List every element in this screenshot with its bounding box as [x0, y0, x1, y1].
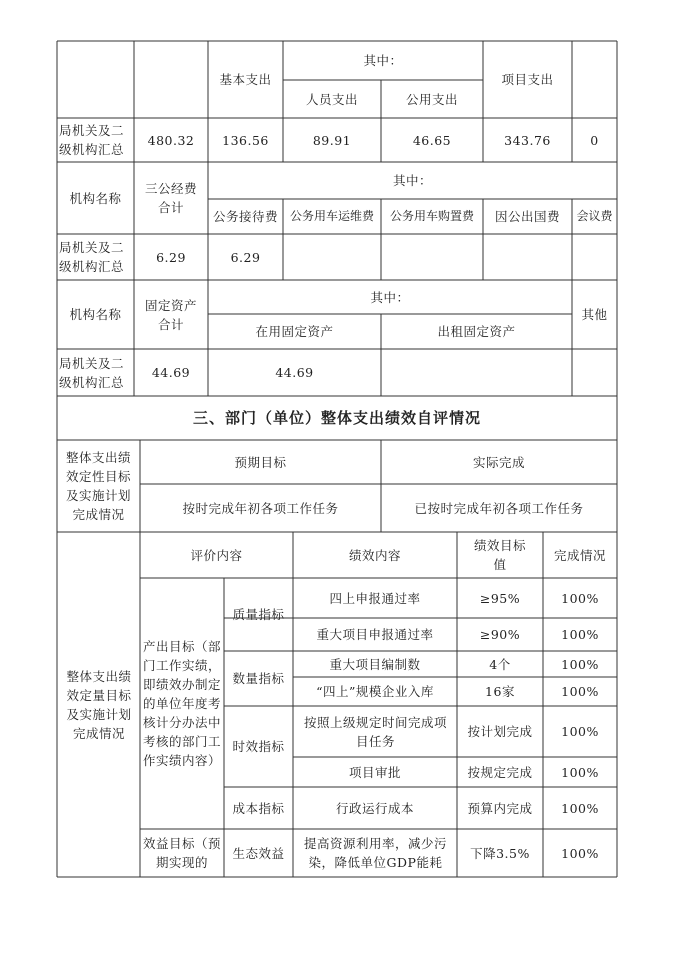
metric-status: 100% [561, 764, 599, 780]
assets-row-in-use: 44.69 [275, 365, 314, 380]
metric-content: 项目审批 [348, 764, 401, 780]
metric-target: 按计划完成 [467, 724, 533, 739]
indicator-timeliness: 时效指标 [232, 739, 285, 754]
expense-row-total: 480.32 [147, 132, 195, 148]
header-basic-expense: 基本支出 [219, 72, 272, 87]
metric-target: ≥90% [479, 627, 521, 642]
header-vehicle-maintenance: 公务用车运维费 [289, 209, 374, 223]
expense-row-basic: 136.56 [222, 132, 269, 148]
header-of-which: 其中： [363, 53, 403, 68]
expense-row-personnel: 89.91 [312, 132, 352, 148]
indicator-quantity: 数量指标 [232, 671, 285, 686]
qualitative-label: 整体支出绩效定性目标及实施计划完成情况 [65, 450, 131, 522]
metric-target: ≥95% [479, 590, 521, 606]
metric-content: 提高资源利用率，减少污染，降低单位GDP能耗 [303, 836, 447, 870]
header-target-value: 绩效目标值 [473, 538, 526, 572]
metric-status: 100% [561, 724, 599, 739]
header-vehicle-purchase: 公务用车购置费 [389, 209, 474, 223]
header-completion-status: 完成情况 [553, 547, 606, 563]
metric-status: 100% [561, 656, 599, 672]
metric-target: 4个 [489, 656, 511, 672]
expense-row-org: 局机关及二级机构汇总 [59, 123, 125, 157]
header-public-expense: 公用支出 [405, 91, 458, 107]
metric-status: 100% [561, 627, 599, 642]
output-goal-label: 产出目标（部门工作实绩，即绩效办制定的单位年度考核计分办法中考核的部门工作实绩内容） [143, 639, 222, 768]
metric-content: 重大项目申报通过率 [316, 627, 434, 642]
assets-of-which: 其中： [370, 289, 410, 305]
three-public-row-org: 局机关及二级机构汇总 [59, 240, 125, 274]
metric-status: 100% [561, 845, 599, 861]
three-public-of-which: 其中： [392, 173, 432, 188]
indicator-quality: 质量指标 [232, 607, 285, 622]
assets-total-header: 固定资产合计 [144, 297, 197, 332]
header-personnel-expense: 人员支出 [305, 91, 358, 107]
metric-status: 100% [561, 590, 599, 606]
indicator-cost: 成本指标 [232, 800, 285, 816]
quantitative-label: 整体支出绩效定量目标及实施计划完成情况 [66, 668, 132, 741]
section-title: 三、部门（单位）整体支出绩效自评情况 [192, 408, 481, 427]
metric-status: 100% [561, 800, 599, 816]
header-project-expense: 项目支出 [501, 72, 554, 87]
expected-goal-text: 按时完成年初各项工作任务 [182, 500, 339, 516]
header-perf-content: 绩效内容 [348, 547, 401, 563]
three-public-row-reception: 6.29 [230, 249, 261, 265]
actual-completion-text: 已按时完成年初各项工作任务 [414, 500, 584, 516]
metric-content: 行政运行成本 [335, 800, 414, 816]
header-reception: 公务接待费 [212, 209, 278, 224]
expense-row-public: 46.65 [412, 132, 452, 148]
metric-content: 四上申报通过率 [329, 590, 421, 606]
header-abroad: 因公出国费 [494, 209, 560, 224]
assets-row-total: 44.69 [151, 365, 191, 380]
metric-content: “四上”规模企业入库 [316, 684, 434, 699]
benefit-goal-label: 效益目标（预期实现的 [143, 836, 222, 870]
three-public-org-name-header: 机构名称 [69, 190, 122, 206]
metric-content: 按照上级规定时间完成项目任务 [303, 714, 447, 749]
three-public-row-total: 6.29 [156, 249, 186, 265]
metric-target: 下降3.5% [470, 845, 530, 861]
metric-content: 重大项目编制数 [329, 656, 421, 672]
metric-status: 100% [561, 684, 599, 699]
assets-org-name-header: 机构名称 [69, 307, 122, 322]
expense-row-project: 343.76 [504, 132, 551, 148]
expense-row-other: 0 [590, 132, 599, 148]
header-other-assets: 其他 [581, 307, 608, 322]
header-eval-content: 评价内容 [190, 547, 243, 563]
metric-target: 按规定完成 [467, 764, 533, 780]
indicator-eco-benefit: 生态效益 [232, 845, 285, 861]
metric-target: 16家 [485, 684, 515, 699]
header-in-use-assets: 在用固定资产 [255, 324, 334, 339]
assets-row-org: 局机关及二级机构汇总 [59, 355, 125, 390]
three-public-total-header: 三公经费合计 [144, 181, 197, 215]
header-rented-assets: 出租固定资产 [437, 324, 516, 339]
actual-completion-header: 实际完成 [472, 454, 525, 470]
expected-goal-header: 预期目标 [234, 454, 287, 470]
header-meeting: 会议费 [576, 209, 613, 223]
metric-target: 预算内完成 [467, 800, 533, 816]
